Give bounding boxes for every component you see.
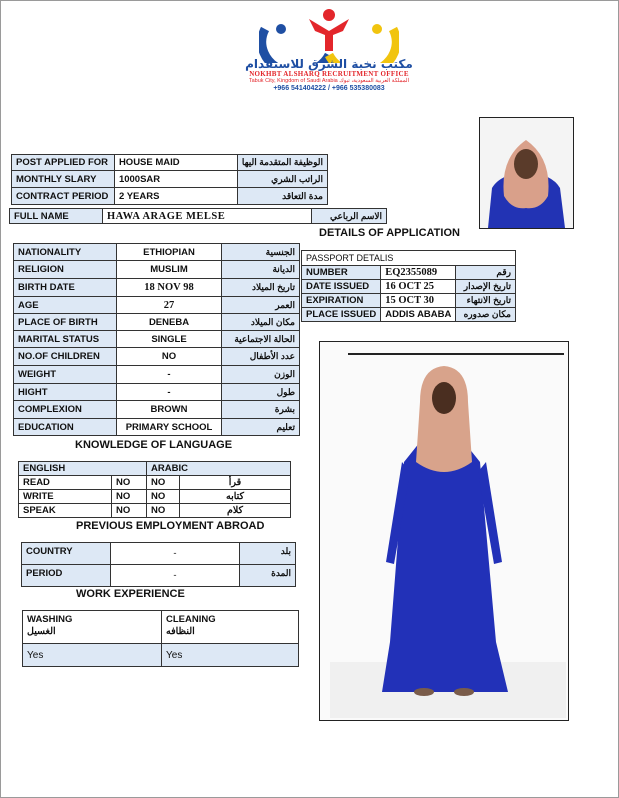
passport-expiry-arabic: تاريخ الانتهاء: [456, 294, 516, 308]
speak-arabic: NO: [147, 504, 180, 518]
employment-title: PREVIOUS EMPLOYMENT ABROAD: [76, 520, 265, 532]
passport-number-label: NUMBER: [302, 266, 381, 280]
contract-arabic: مدة التعاقد: [237, 188, 327, 205]
washing-arabic: الغسيل: [27, 626, 56, 637]
full-name-value: HAWA ARAGE MELSE: [103, 209, 312, 224]
personal-table: [13, 243, 300, 436]
passport-issued-arabic: تاريخ الإصدار: [456, 280, 516, 294]
read-label: READ: [19, 476, 112, 490]
place-of-birth-arabic: مكان الميلاد: [222, 314, 300, 331]
marital-status-label: MARITAL STATUS: [14, 331, 117, 348]
period-label: PERIOD: [22, 565, 111, 587]
weight-value: -: [117, 366, 222, 384]
company-address: Tabuk City, Kingdom of Saudi Arabia المملكة العربية السعودية، تبوك: [248, 78, 410, 84]
write-arabic-label: كتابه: [180, 490, 291, 504]
language-arabic-header: ARABIC: [147, 462, 291, 476]
full-name-label: FULL NAME: [10, 209, 103, 224]
portrait-photo: [479, 117, 574, 229]
complexion-label: COMPLEXION: [14, 401, 117, 419]
read-arabic: NO: [147, 476, 180, 490]
nationality-arabic: الجنسية: [222, 244, 300, 261]
place-of-birth-label: PLACE OF BIRTH: [14, 314, 117, 331]
religion-label: RELIGION: [14, 261, 117, 279]
period-value: -: [111, 565, 240, 587]
country-label: COUNTRY: [22, 543, 111, 565]
write-english: NO: [112, 490, 147, 504]
salary-value: 1000SAR: [114, 171, 237, 188]
height-arabic: طول: [222, 384, 300, 401]
complexion-arabic: بشرة: [222, 401, 300, 419]
passport-place-arabic: مكان صدوره: [456, 308, 516, 322]
passport-issued-label: DATE ISSUED: [302, 280, 381, 294]
marital-status-arabic: الحالة الاجتماعية: [222, 331, 300, 348]
work-title: WORK EXPERIENCE: [76, 588, 185, 600]
company-english-name: NOKHBT ALSHARQ RECRUITMENT OFFICE: [249, 70, 409, 78]
age-arabic: العمر: [222, 297, 300, 314]
weight-label: WEIGHT: [14, 366, 117, 384]
nationality-value: ETHIOPIAN: [117, 244, 222, 261]
age-label: AGE: [14, 297, 117, 314]
post-value: HOUSE MAID: [114, 155, 237, 171]
birth-date-arabic: تاريخ الميلاد: [222, 279, 300, 297]
passport-expiry-label: EXPIRATION: [302, 294, 381, 308]
religion-arabic: الديانة: [222, 261, 300, 279]
country-arabic: بلد: [240, 543, 296, 565]
language-table: [18, 461, 291, 518]
period-arabic: المدة: [240, 565, 296, 587]
company-phones: +966 541404222 / +966 535380083: [273, 85, 385, 92]
passport-number-arabic: رقم: [456, 266, 516, 280]
passport-number-value: EQ2355089: [381, 266, 456, 280]
washing-cell: [23, 611, 162, 644]
read-arabic-label: قرأ: [180, 476, 291, 490]
read-english: NO: [112, 476, 147, 490]
employment-table: [21, 542, 296, 587]
education-value: PRIMARY SCHOOL: [117, 419, 222, 436]
post-table: [11, 154, 328, 205]
speak-english: NO: [112, 504, 147, 518]
full-body-photo: [319, 341, 569, 721]
write-arabic: NO: [147, 490, 180, 504]
children-arabic: عدد الأطفال: [222, 348, 300, 366]
full-name-table: [9, 208, 387, 224]
contract-value: 2 YEARS: [114, 188, 237, 205]
full-name-arabic: الاسم الرباعي: [312, 209, 387, 224]
education-arabic: تعليم: [222, 419, 300, 436]
language-english-header: ENGLISH: [19, 462, 147, 476]
country-value: -: [111, 543, 240, 565]
post-label: POST APPLIED FOR: [12, 155, 115, 171]
speak-arabic-label: كلام: [180, 504, 291, 518]
education-label: EDUCATION: [14, 419, 117, 436]
passport-place-label: PLACE ISSUED: [302, 308, 381, 322]
passport-title: PASSPORT DETALIS: [302, 251, 516, 266]
passport-issued-value: 16 OCT 25: [381, 280, 456, 294]
age-value: 27: [117, 297, 222, 314]
birth-date-value: 18 NOV 98: [117, 279, 222, 297]
work-table: [22, 610, 299, 667]
washing-label: WASHING: [27, 614, 73, 625]
place-of-birth-value: DENEBA: [117, 314, 222, 331]
write-label: WRITE: [19, 490, 112, 504]
washing-value: Yes: [23, 644, 162, 667]
details-title: DETAILS OF APPLICATION: [319, 227, 460, 239]
cleaning-value: Yes: [162, 644, 299, 667]
language-title: KNOWLEDGE OF LANGUAGE: [75, 439, 233, 451]
height-value: -: [117, 384, 222, 401]
cleaning-arabic: النظافه: [166, 626, 195, 637]
speak-label: SPEAK: [19, 504, 112, 518]
salary-label: MONTHLY SLARY: [12, 171, 115, 188]
marital-status-value: SINGLE: [117, 331, 222, 348]
complexion-value: BROWN: [117, 401, 222, 419]
weight-arabic: الوزن: [222, 366, 300, 384]
passport-place-value: ADDIS ABABA: [381, 308, 456, 322]
salary-arabic: الراتب الشري: [237, 171, 327, 188]
height-label: HIGHT: [14, 384, 117, 401]
birth-date-label: BIRTH DATE: [14, 279, 117, 297]
passport-expiry-value: 15 OCT 30: [381, 294, 456, 308]
cleaning-cell: [162, 611, 299, 644]
nationality-label: NATIONALITY: [14, 244, 117, 261]
company-arabic-name: مكتب نخبة الشرق للاستقدام: [245, 57, 413, 71]
passport-table: [301, 250, 516, 322]
children-label: NO.OF CHILDREN: [14, 348, 117, 366]
children-value: NO: [117, 348, 222, 366]
religion-value: MUSLIM: [117, 261, 222, 279]
cleaning-label: CLEANING: [166, 614, 216, 625]
post-arabic: الوظيفة المتقدمة اليها: [237, 155, 327, 171]
contract-label: CONTRACT PERIOD: [12, 188, 115, 205]
company-logo: [259, 7, 399, 63]
